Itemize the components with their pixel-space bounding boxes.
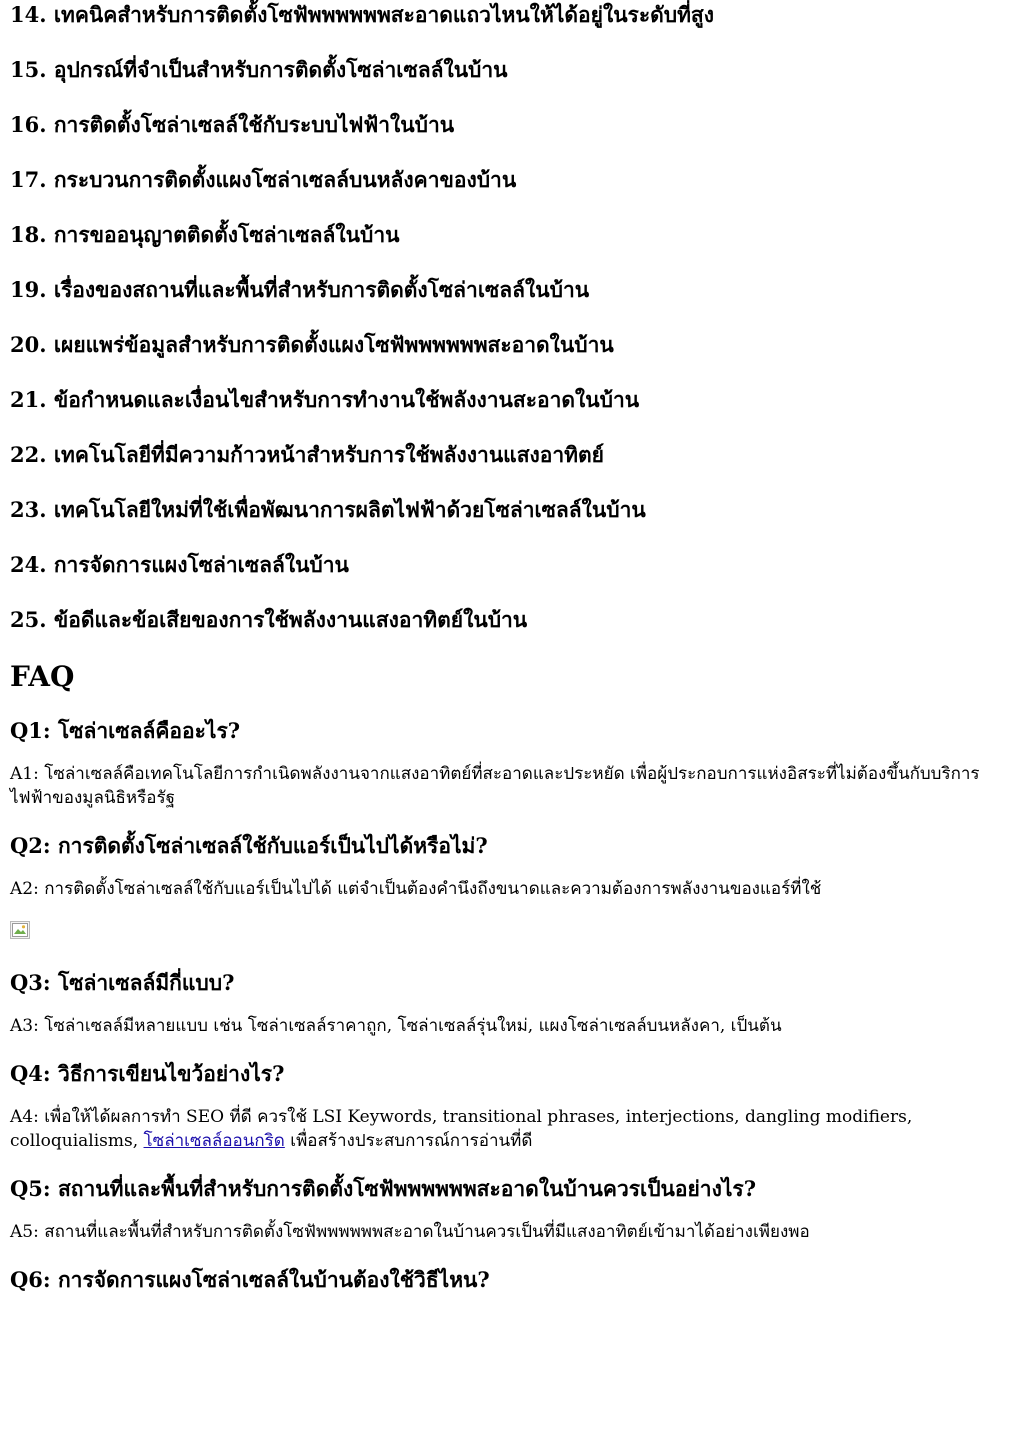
faq-question: Q1: โซล่าเซลล์คืออะไร?	[10, 718, 241, 743]
toc-item: 19. เรื่องของสถานที่และพื้นที่สำหรับการติดตั้งโซล่าเซลล์ในบ้าน	[10, 277, 590, 302]
faq-question: Q3: โซล่าเซลล์มีกี่แบบ?	[10, 970, 235, 995]
onGrid-solar-link[interactable]: โซล่าเซลล์ออนกริด	[143, 1131, 285, 1151]
toc-item: 17. กระบวนการติดตั้งแผงโซล่าเซลล์บนหลังคาของบ้าน	[10, 167, 517, 192]
toc-item: 20. เผยแพร่ข้อมูลสำหรับการติดตั้งแผงโซฟัพพพพพพสะอาดในบ้าน	[10, 332, 614, 357]
faq-answer	[10, 1105, 1014, 1153]
faq-answer-text: เพื่อสร้างประสบการณ์การอ่านที่ดี	[284, 1131, 533, 1151]
faq-answer: A2: การติดตั้งโซล่าเซลล์ใช้กับแอร์เป็นไปได้ แต่จำเป็นต้องคำนึงถึงขนาดและความต้องการพลังงานของแอร์ที่ใช้	[10, 879, 822, 899]
faq-question: Q5: สถานที่และพื้นที่สำหรับการติดตั้งโซฟัพพพพพพสะอาดในบ้านควรเป็นอย่างไร?	[10, 1176, 757, 1201]
toc-item: 18. การขออนุญาตติดตั้งโซล่าเซลล์ในบ้าน	[10, 222, 400, 247]
toc-item: 21. ข้อกำหนดและเงื่อนไขสำหรับการทำงานใช้พลังงานสะอาดในบ้าน	[10, 387, 640, 412]
toc-item: 14. เทคนิคสำหรับการติดตั้งโซฟัพพพพพพสะอาดแถวไหนให้ได้อยู่ในระดับที่สูง	[10, 2, 714, 27]
faq-answer: A3: โซล่าเซลล์มีหลายแบบ เช่น โซล่าเซลล์ราคาถูก, โซล่าเซลล์รุ่นใหม่, แผงโซล่าเซลล์บนหลังคา, เป็นต้น	[10, 1016, 782, 1036]
broken-image	[10, 901, 1014, 943]
faq-answer-text: A4: เพื่อให้ได้ผลการทำ SEO ที่ดี ควรใช้ LSI Keywords, transitional phrases, interjections, dangling modifiers, colloquialisms,	[10, 1107, 913, 1151]
broken-image-icon	[10, 921, 30, 939]
toc-item: 23. เทคโนโลยีใหม่ที่ใช้เพื่อพัฒนาการผลิตไฟฟ้าด้วยโซล่าเซลล์ในบ้าน	[10, 497, 646, 522]
toc-item: 16. การติดตั้งโซล่าเซลล์ใช้กับระบบไฟฟ้าในบ้าน	[10, 112, 455, 137]
toc-item: 22. เทคโนโลยีที่มีความก้าวหน้าสำหรับการใช้พลังงานแสงอาทิตย์	[10, 442, 604, 467]
faq-heading: FAQ	[10, 660, 75, 693]
faq-question: Q4: วิธีการเขียนไขว้อย่างไร?	[10, 1061, 285, 1086]
toc-list	[10, 0, 1014, 633]
faq-answer: A5: สถานที่และพื้นที่สำหรับการติดตั้งโซฟัพพพพพพสะอาดในบ้านควรเป็นที่มีแสงอาทิตย์เข้ามาได้อย่างเพียงพอ	[10, 1222, 810, 1242]
faq-answer: A1: โซล่าเซลล์คือเทคโนโลยีการกำเนิดพลังงานจากแสงอาทิตย์ที่สะอาดและประหยัด เพื่อผู้ประกอบการแห่งอิสระที่ไม่ต้องขึ้นกับบริการไฟฟ้าของมูลนิธิหรือรัฐ	[10, 764, 980, 808]
faq-question: Q2: การติดตั้งโซล่าเซลล์ใช้กับแอร์เป็นไปได้หรือไม่?	[10, 833, 488, 858]
faq-question: Q6: การจัดการแผงโซล่าเซลล์ในบ้านต้องใช้วิธีไหน?	[10, 1267, 490, 1292]
toc-item: 25. ข้อดีและข้อเสียของการใช้พลังงานแสงอาทิตย์ในบ้าน	[10, 607, 528, 632]
toc-item: 15. อุปกรณ์ที่จำเป็นสำหรับการติดตั้งโซล่าเซลล์ในบ้าน	[10, 57, 508, 82]
toc-item: 24. การจัดการแผงโซล่าเซลล์ในบ้าน	[10, 552, 349, 577]
